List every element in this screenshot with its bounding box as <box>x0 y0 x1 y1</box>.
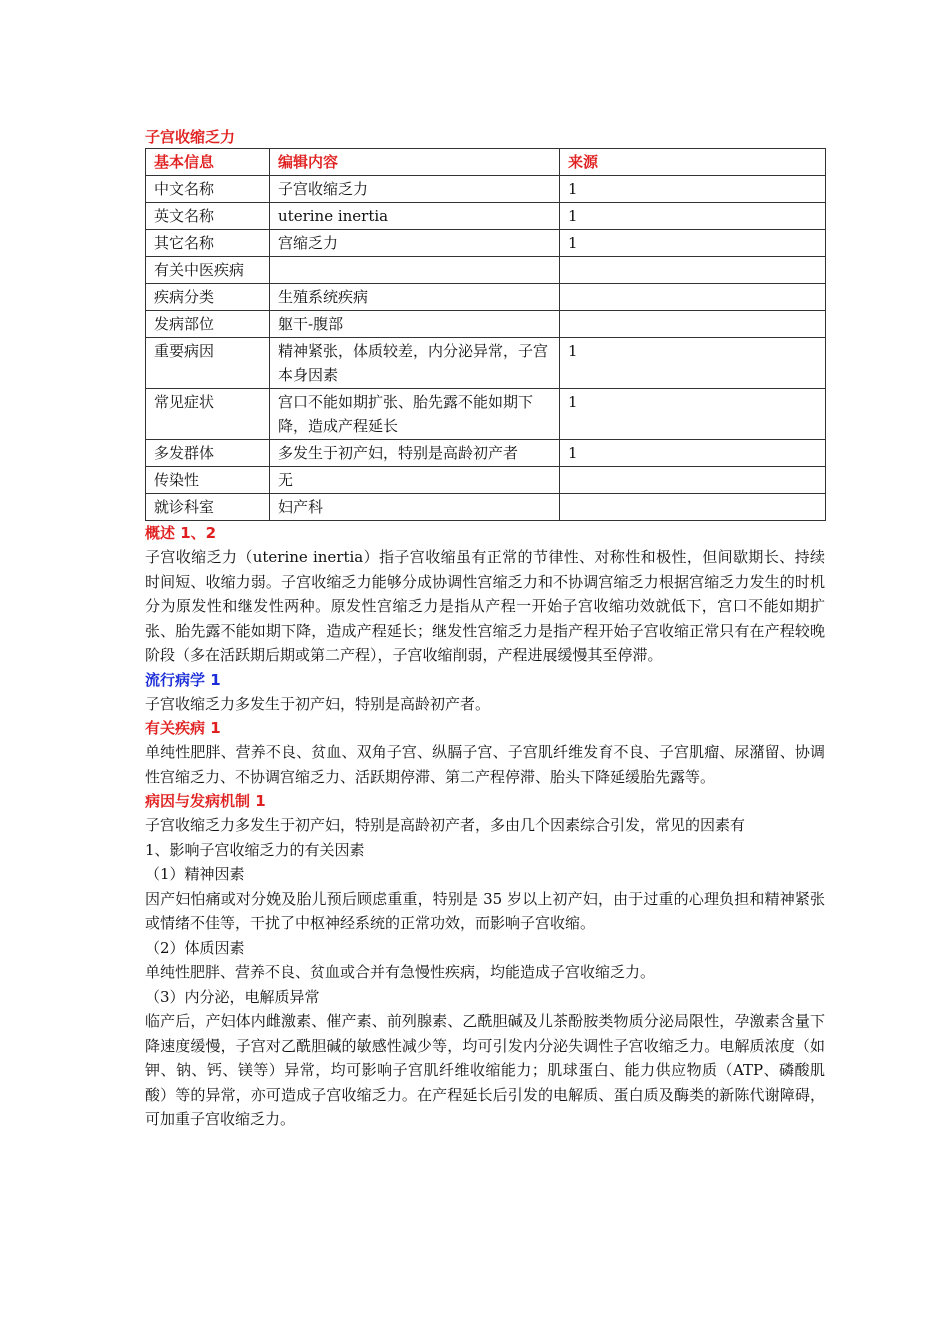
table-cell: 重要病因 <box>146 338 270 389</box>
table-cell: 常见症状 <box>146 389 270 440</box>
table-cell: 妇产科 <box>270 494 560 521</box>
table-cell <box>560 494 826 521</box>
overview-heading: 概述 1、2 <box>145 524 217 542</box>
document-page <box>145 126 825 1132</box>
table-row <box>146 389 826 440</box>
table-cell: 传染性 <box>146 467 270 494</box>
table-cell: 疾病分类 <box>146 284 270 311</box>
factor-1-title: （1）精神因素 <box>145 865 245 883</box>
factor-3-text: 临产后，产妇体内雌激素、催产素、前列腺素、乙酰胆碱及儿茶酚胺类物质分泌局限性，孕激素含量下降速度缓慢，子宫对乙酰胆碱的敏感性减少等，均可引发内分泌失调性子宫收缩乏力。电解质浓度（如钾、钠、钙、镁等）异常，均可影响子宫肌纤维收缩能力；肌球蛋白、能力供应物质（ATP、磷酸肌酸）等的异常，亦可造成子宫收缩乏力。在产程延长后引发的电解质、蛋白质及酶类的新陈代谢障碍，可加重子宫收缩乏力。 <box>145 1012 825 1128</box>
table-row <box>146 230 826 257</box>
table-cell: 中文名称 <box>146 176 270 203</box>
table-header-row <box>146 149 826 176</box>
table-cell <box>270 257 560 284</box>
table-row <box>146 467 826 494</box>
table-row <box>146 494 826 521</box>
table-cell: 1 <box>560 338 826 389</box>
table-cell <box>560 311 826 338</box>
header-cell: 来源 <box>560 149 826 176</box>
etiology-subheading: 1、影响子宫收缩乏力的有关因素 <box>145 840 365 859</box>
table-cell: 1 <box>560 203 826 230</box>
table-cell: 生殖系统疾病 <box>270 284 560 311</box>
document-title: 子宫收缩乏力 <box>145 128 236 146</box>
table-cell <box>560 284 826 311</box>
table-cell: 子宫收缩乏力 <box>270 176 560 203</box>
epidemiology-heading: 流行病学 1 <box>145 670 221 689</box>
table-cell <box>560 257 826 284</box>
epidemiology-text: 子宫收缩乏力多发生于初产妇，特别是高龄初产者。 <box>145 694 491 713</box>
table-cell: 1 <box>560 389 826 440</box>
factor-2-title: （2）体质因素 <box>145 938 245 957</box>
table-cell: 其它名称 <box>146 230 270 257</box>
table-cell: 1 <box>560 230 826 257</box>
table-cell: 无 <box>270 467 560 494</box>
factor-3-title: （3）内分泌，电解质异常 <box>145 987 320 1006</box>
table-cell: 多发生于初产妇，特别是高龄初产者 <box>270 440 560 467</box>
etiology-heading: 病因与发病机制 1 <box>145 792 266 810</box>
factor-2-text: 单纯性肥胖、营养不良、贫血或合并有急慢性疾病，均能造成子宫收缩乏力。 <box>145 963 656 981</box>
table-cell: 1 <box>560 176 826 203</box>
table-cell: 宫缩乏力 <box>270 230 560 257</box>
overview-text: 子宫收缩乏力（uterine inertia）指子宫收缩虽有正常的节律性、对称性和极性，但间歇期长、持续时间短、收缩力弱。子宫收缩乏力能够分成协调性宫缩乏力和不协调宫缩乏力根据宫缩乏力发生的时机分为原发性和继发性两种。原发性宫缩乏力是指从产程一开始子宫收缩功效就低下，宫口不能如期扩张、胎先露不能如期下降，造成产程延长；继发性宫缩乏力是指产程开始子宫收缩正常只有在产程较晚阶段（多在活跃期后期或第二产程），子宫收缩削弱，产程进展缓慢其至停滞。 <box>145 548 825 664</box>
header-cell: 基本信息 <box>146 149 270 176</box>
related-diseases-text: 单纯性肥胖、营养不良、贫血、双角子宫、纵膈子宫、子宫肌纤维发育不良、子宫肌瘤、尿潴留、协调性宫缩乏力、不协调宫缩乏力、活跃期停滞、第二产程停滞、胎头下降延缓胎先露等。 <box>145 743 825 786</box>
table-cell: 躯干-腹部 <box>270 311 560 338</box>
table-row <box>146 203 826 230</box>
table-row <box>146 284 826 311</box>
table-cell: 1 <box>560 440 826 467</box>
table-cell: 精神紧张，体质较差，内分泌异常，子宫本身因素 <box>270 338 560 389</box>
table-cell <box>560 467 826 494</box>
table-row <box>146 338 826 389</box>
table-cell: 就诊科室 <box>146 494 270 521</box>
table-cell: 英文名称 <box>146 203 270 230</box>
table-row <box>146 440 826 467</box>
table-row <box>146 176 826 203</box>
etiology-intro: 子宫收缩乏力多发生于初产妇，特别是高龄初产者，多由几个因素综合引发，常见的因素有 <box>145 816 746 834</box>
header-cell: 编辑内容 <box>270 149 560 176</box>
factor-1-text: 因产妇怕痛或对分娩及胎儿预后顾虑重重，特别是 35 岁以上初产妇，由于过重的心理负担和精神紧张或情绪不佳等，干扰了中枢神经系统的正常功效，而影响子宫收缩。 <box>145 889 825 932</box>
table-cell: uterine inertia <box>270 203 560 230</box>
table-row <box>146 257 826 284</box>
table-cell: 发病部位 <box>146 311 270 338</box>
related-diseases-heading: 有关疾病 1 <box>145 719 221 737</box>
table-row <box>146 311 826 338</box>
table-cell: 有关中医疾病 <box>146 257 270 284</box>
basic-info-table <box>145 148 826 521</box>
table-cell: 多发群体 <box>146 440 270 467</box>
table-cell: 宫口不能如期扩张、胎先露不能如期下降，造成产程延长 <box>270 389 560 440</box>
